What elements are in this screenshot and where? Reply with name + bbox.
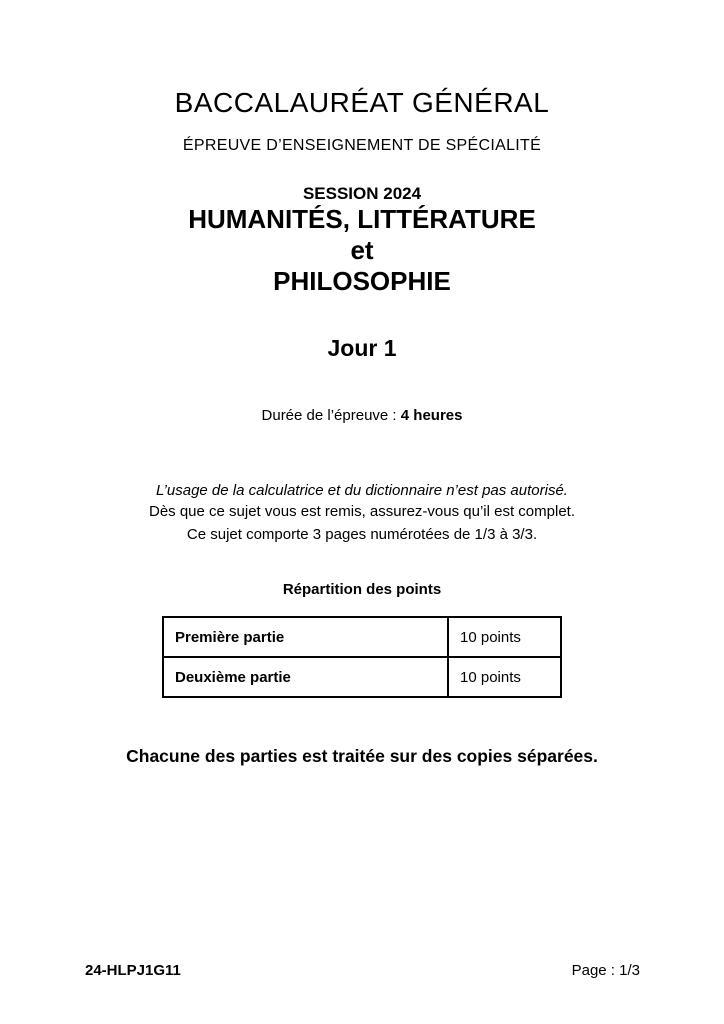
completeness-notice-line-1: Dès que ce sujet vous est remis, assurez-vous qu’il est complet. [148, 503, 575, 520]
exam-day-label: Jour 1 [327, 335, 397, 361]
part-label-cell: Deuxième partie [163, 657, 448, 697]
calculator-notice: L’usage de la calculatrice et du dictionnaire n’est pas autorisé. [156, 482, 568, 499]
completeness-notice-line-2: Ce sujet comporte 3 pages numérotées de 1/3 à 3/3. [186, 526, 538, 543]
subject-title-line-3: PHILOSOPHIE [273, 266, 451, 296]
table-row [163, 617, 561, 657]
completeness-notice [0, 500, 724, 546]
session-label: SESSION 2024 [302, 184, 422, 203]
points-table-title: Répartition des points [282, 581, 442, 598]
duration-label: Durée de l’épreuve : [261, 407, 401, 424]
page-footer [85, 961, 640, 980]
table-row [163, 657, 561, 697]
subject-title-line-2: et [350, 235, 374, 265]
part-points-cell: 10 points [448, 657, 561, 697]
page-number: Page : 1/3 [571, 962, 640, 979]
part-label-cell: Première partie [163, 617, 448, 657]
points-table-body [163, 617, 561, 697]
part-points-cell: 10 points [448, 617, 561, 657]
subject-title-block [0, 204, 724, 297]
subject-title-line-1: HUMANITÉS, LITTÉRATURE [188, 204, 536, 234]
duration-value: 4 heures [400, 407, 463, 424]
duration-line [0, 406, 724, 425]
separate-copies-note: Chacune des parties est traitée sur des copies séparées. [126, 746, 598, 766]
subject-reference-code: 24-HLPJ1G11 [85, 962, 181, 979]
exam-title: BACCALAURÉAT GÉNÉRAL [174, 87, 550, 118]
points-table [162, 616, 562, 698]
exam-subtitle: ÉPREUVE D’ENSEIGNEMENT DE SPÉCIALITÉ [182, 137, 542, 154]
